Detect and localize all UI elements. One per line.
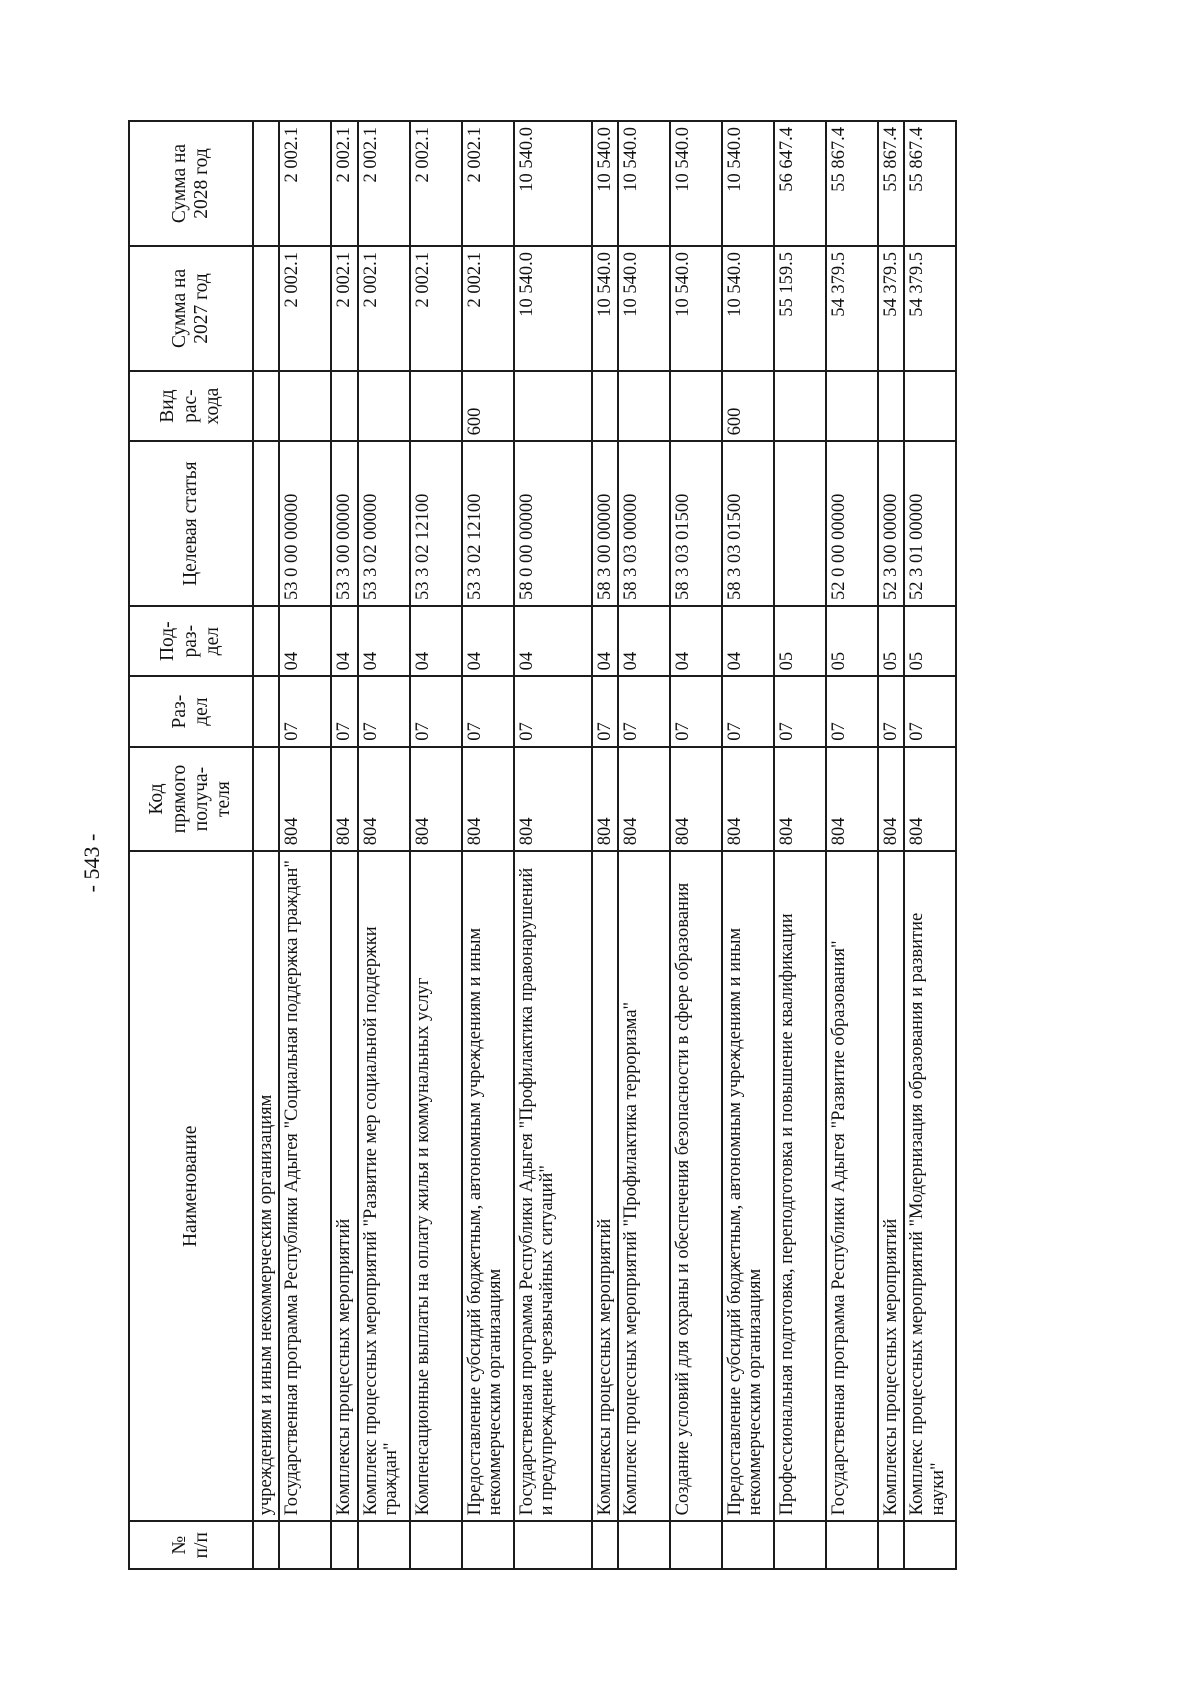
cell-name: Комплекс процессных мероприятий "Модернизация образования и развитие науки" [904,851,956,1521]
header-kod: Код прямого получа-теля [129,747,253,851]
cell-no [358,1521,410,1569]
cell-name: Государственная программа Республики Адыгея "Профилактика правонарушений и предупреждение чрезвычайных ситуаций" [514,851,592,1521]
cell-celevaya: 53 3 02 00000 [358,441,410,606]
cell-no [878,1521,904,1569]
cell-vid [670,371,722,441]
cell-kod: 804 [592,747,618,851]
cell-kod: 804 [358,747,410,851]
table-row [670,121,722,1569]
cell-kod: 804 [618,747,670,851]
cell-sum-2027: 2 002.1 [331,246,357,371]
cell-no [826,1521,878,1569]
table-row [331,121,357,1569]
cell-podrazdel: 04 [722,606,774,676]
cell-vid [514,371,592,441]
cell-podrazdel: 04 [618,606,670,676]
cell-name: учреждениям и иным некоммерческим организациям [253,851,279,1521]
cell-sum-2028: 55 867.4 [878,121,904,246]
page-number: - 543 - [79,833,104,893]
cell-kod: 804 [722,747,774,851]
cell-podrazdel: 04 [331,606,357,676]
cell-no [904,1521,956,1569]
cell-kod: 804 [514,747,592,851]
header-no: № п/п [129,1521,253,1569]
cell-podrazdel: 05 [774,606,826,676]
cell-celevaya: 58 3 00 00000 [592,441,618,606]
cell-celevaya: 58 3 03 01500 [670,441,722,606]
header-celevaya: Целевая статья [129,441,253,606]
cell-vid [826,371,878,441]
cell-no [462,1521,514,1569]
cell-kod: 804 [904,747,956,851]
cell-name: Предоставление субсидий бюджетным, автономным учреждениям и иным некоммерческим организациям [462,851,514,1521]
table-row [774,121,826,1569]
cell-razdel: 07 [774,676,826,746]
cell-razdel: 07 [722,676,774,746]
cell-celevaya: 52 0 00 00000 [826,441,878,606]
cell-kod: 804 [826,747,878,851]
cell-name: Создание условий для охраны и обеспечения безопасности в сфере образования [670,851,722,1521]
cell-name: Компенсационные выплаты на оплату жилья и коммунальных услуг [410,851,462,1521]
header-vid: Вид рас-хода [129,371,253,441]
header-name: Наименование [129,851,253,1521]
cell-sum-2028: 2 002.1 [358,121,410,246]
cell-razdel: 07 [410,676,462,746]
cell-vid [774,371,826,441]
cell-vid [878,371,904,441]
cell-vid [358,371,410,441]
cell-celevaya: 52 3 01 00000 [904,441,956,606]
cell-no [722,1521,774,1569]
cell-kod: 804 [878,747,904,851]
cell-sum-2027: 55 159.5 [774,246,826,371]
header-sum-2028: Сумма на 2028 год [129,121,253,246]
cell-podrazdel: 05 [878,606,904,676]
cell-name: Профессиональная подготовка, переподготовка и повышение квалификации [774,851,826,1521]
cell-sum-2027: 10 540.0 [722,246,774,371]
table-row [592,121,618,1569]
cell-celevaya: 58 0 00 00000 [514,441,592,606]
cell-razdel: 07 [670,676,722,746]
table-row [878,121,904,1569]
cell-vid [410,371,462,441]
cell-sum-2028: 56 647.4 [774,121,826,246]
table-row [279,121,331,1569]
table-row [514,121,592,1569]
cell-podrazdel: 04 [592,606,618,676]
cell-kod: 804 [410,747,462,851]
cell-razdel: 07 [592,676,618,746]
cell-kod: 804 [279,747,331,851]
cell-sum-2028: 10 540.0 [670,121,722,246]
cell-no [670,1521,722,1569]
cell-vid [253,371,279,441]
cell-no [618,1521,670,1569]
cell-name: Комплексы процессных мероприятий [331,851,357,1521]
cell-sum-2027 [253,246,279,371]
cell-sum-2028: 2 002.1 [279,121,331,246]
table-header-row [129,121,253,1569]
cell-sum-2028 [253,121,279,246]
cell-name: Государственная программа Республики Адыгея "Социальная поддержка граждан" [279,851,331,1521]
cell-podrazdel: 04 [358,606,410,676]
cell-razdel: 07 [514,676,592,746]
table-row [826,121,878,1569]
cell-sum-2027: 54 379.5 [904,246,956,371]
cell-sum-2028: 55 867.4 [904,121,956,246]
table-row [410,121,462,1569]
table-row [462,121,514,1569]
cell-razdel: 07 [462,676,514,746]
cell-kod [253,747,279,851]
cell-name: Комплекс процессных мероприятий "Развитие мер социальной поддержки граждан" [358,851,410,1521]
cell-sum-2027: 2 002.1 [410,246,462,371]
cell-celevaya: 53 3 02 12100 [462,441,514,606]
cell-sum-2028: 2 002.1 [331,121,357,246]
cell-sum-2028: 10 540.0 [514,121,592,246]
cell-vid [279,371,331,441]
cell-vid [592,371,618,441]
cell-sum-2027: 10 540.0 [670,246,722,371]
cell-celevaya: 58 3 03 00000 [618,441,670,606]
cell-podrazdel: 04 [514,606,592,676]
cell-vid [618,371,670,441]
cell-vid [904,371,956,441]
table-row [358,121,410,1569]
cell-name: Комплексы процессных мероприятий [592,851,618,1521]
cell-kod: 804 [331,747,357,851]
cell-podrazdel: 04 [670,606,722,676]
header-razdel: Раз-дел [129,676,253,746]
cell-sum-2027: 54 379.5 [826,246,878,371]
cell-sum-2028: 10 540.0 [618,121,670,246]
rotated-page-content [128,120,1038,1570]
cell-sum-2028: 10 540.0 [722,121,774,246]
cell-no [410,1521,462,1569]
cell-celevaya: 53 3 00 00000 [331,441,357,606]
cell-celevaya: 58 3 03 01500 [722,441,774,606]
cell-sum-2027: 2 002.1 [358,246,410,371]
table-row [618,121,670,1569]
table-row [253,121,279,1569]
cell-name: Комплексы процессных мероприятий [878,851,904,1521]
cell-vid: 600 [462,371,514,441]
cell-vid: 600 [722,371,774,441]
cell-podrazdel: 04 [410,606,462,676]
cell-razdel: 07 [279,676,331,746]
cell-sum-2028: 10 540.0 [592,121,618,246]
cell-name: Государственная программа Республики Адыгея "Развитие образования" [826,851,878,1521]
table-row [904,121,956,1569]
cell-podrazdel: 04 [279,606,331,676]
cell-celevaya: 53 0 00 00000 [279,441,331,606]
header-sum-2027: Сумма на 2027 год [129,246,253,371]
cell-podrazdel: 05 [826,606,878,676]
cell-razdel: 07 [358,676,410,746]
cell-no [253,1521,279,1569]
cell-kod: 804 [774,747,826,851]
cell-no [774,1521,826,1569]
cell-kod: 804 [670,747,722,851]
cell-sum-2027: 54 379.5 [878,246,904,371]
cell-celevaya: 52 3 00 00000 [878,441,904,606]
cell-razdel: 07 [878,676,904,746]
cell-celevaya: 53 3 02 12100 [410,441,462,606]
cell-sum-2027: 10 540.0 [618,246,670,371]
cell-no [514,1521,592,1569]
cell-no [592,1521,618,1569]
cell-name: Комплекс процессных мероприятий "Профилактика терроризма" [618,851,670,1521]
cell-sum-2027: 2 002.1 [462,246,514,371]
budget-table [128,120,957,1570]
cell-razdel: 07 [618,676,670,746]
cell-razdel: 07 [331,676,357,746]
cell-podrazdel [253,606,279,676]
cell-name: Предоставление субсидий бюджетным, автономным учреждениям и иным некоммерческим организациям [722,851,774,1521]
cell-kod: 804 [462,747,514,851]
cell-sum-2028: 2 002.1 [410,121,462,246]
cell-sum-2027: 10 540.0 [514,246,592,371]
cell-sum-2028: 55 867.4 [826,121,878,246]
cell-razdel [253,676,279,746]
cell-razdel: 07 [904,676,956,746]
cell-sum-2028: 2 002.1 [462,121,514,246]
table-row [722,121,774,1569]
cell-sum-2027: 2 002.1 [279,246,331,371]
cell-no [331,1521,357,1569]
cell-razdel: 07 [826,676,878,746]
cell-sum-2027: 10 540.0 [592,246,618,371]
cell-celevaya [253,441,279,606]
cell-vid [331,371,357,441]
cell-podrazdel: 04 [462,606,514,676]
cell-celevaya [774,441,826,606]
header-podrazdel: Под-раз-дел [129,606,253,676]
cell-no [279,1521,331,1569]
cell-podrazdel: 05 [904,606,956,676]
